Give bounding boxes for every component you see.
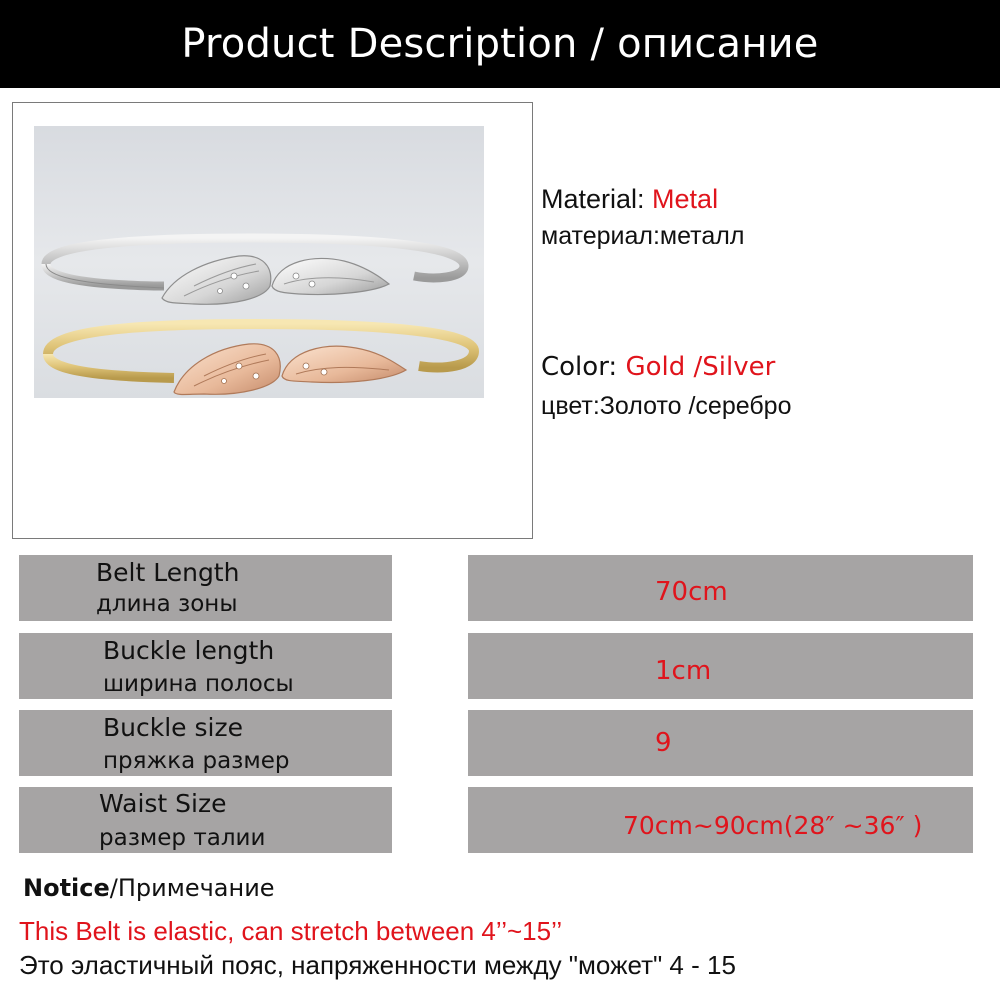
color-label: Color: bbox=[541, 352, 626, 382]
notice-line-en: This Belt is elastic, can stretch between 4’’~15’’ bbox=[19, 916, 563, 946]
color-value: Gold /Silver bbox=[625, 352, 776, 382]
row-label-en: Buckle size bbox=[103, 713, 243, 742]
row-value-text: 1cm bbox=[655, 656, 712, 686]
row-label-en: Waist Size bbox=[99, 789, 227, 818]
row-label-ru: ширина полосы bbox=[103, 671, 294, 697]
spec-row-label bbox=[19, 555, 392, 621]
spec-row-label bbox=[19, 633, 392, 699]
product-photo bbox=[34, 126, 484, 398]
color-spec bbox=[541, 352, 775, 382]
spec-row-label bbox=[19, 787, 392, 853]
material-spec bbox=[541, 184, 718, 215]
spec-row-value bbox=[468, 787, 973, 853]
row-value-text: 70cm~90cm(28″ ~36″ ) bbox=[623, 811, 923, 840]
spec-row-value bbox=[468, 633, 973, 699]
row-label-en: Buckle length bbox=[103, 636, 275, 665]
row-value-text: 70cm bbox=[655, 577, 728, 607]
gold-belt bbox=[48, 324, 474, 395]
notice-heading bbox=[23, 874, 275, 902]
row-label-en: Belt Length bbox=[96, 558, 240, 587]
silver-belt bbox=[46, 238, 464, 304]
notice-title-ru: /Примечание bbox=[109, 874, 275, 902]
spec-row-value bbox=[468, 710, 973, 776]
color-spec-ru: цвет:Золото /серебро bbox=[541, 392, 792, 420]
material-spec-ru: материал:металл bbox=[541, 222, 745, 250]
spec-row-value bbox=[468, 555, 973, 621]
notice-line-ru: Это эластичный пояс, напряженности между "может" 4 - 15 bbox=[19, 950, 736, 980]
notice-title: Notice bbox=[23, 874, 110, 902]
spec-row-label bbox=[19, 710, 392, 776]
row-label-ru: длина зоны bbox=[96, 591, 238, 617]
page-title: Product Description / описание bbox=[0, 0, 1000, 88]
row-value-text: 9 bbox=[655, 728, 672, 758]
material-label: Material: bbox=[541, 184, 653, 214]
row-label-ru: размер талии bbox=[99, 825, 266, 851]
material-value: Metal bbox=[652, 184, 719, 214]
row-label-ru: пряжка размер bbox=[103, 748, 290, 774]
